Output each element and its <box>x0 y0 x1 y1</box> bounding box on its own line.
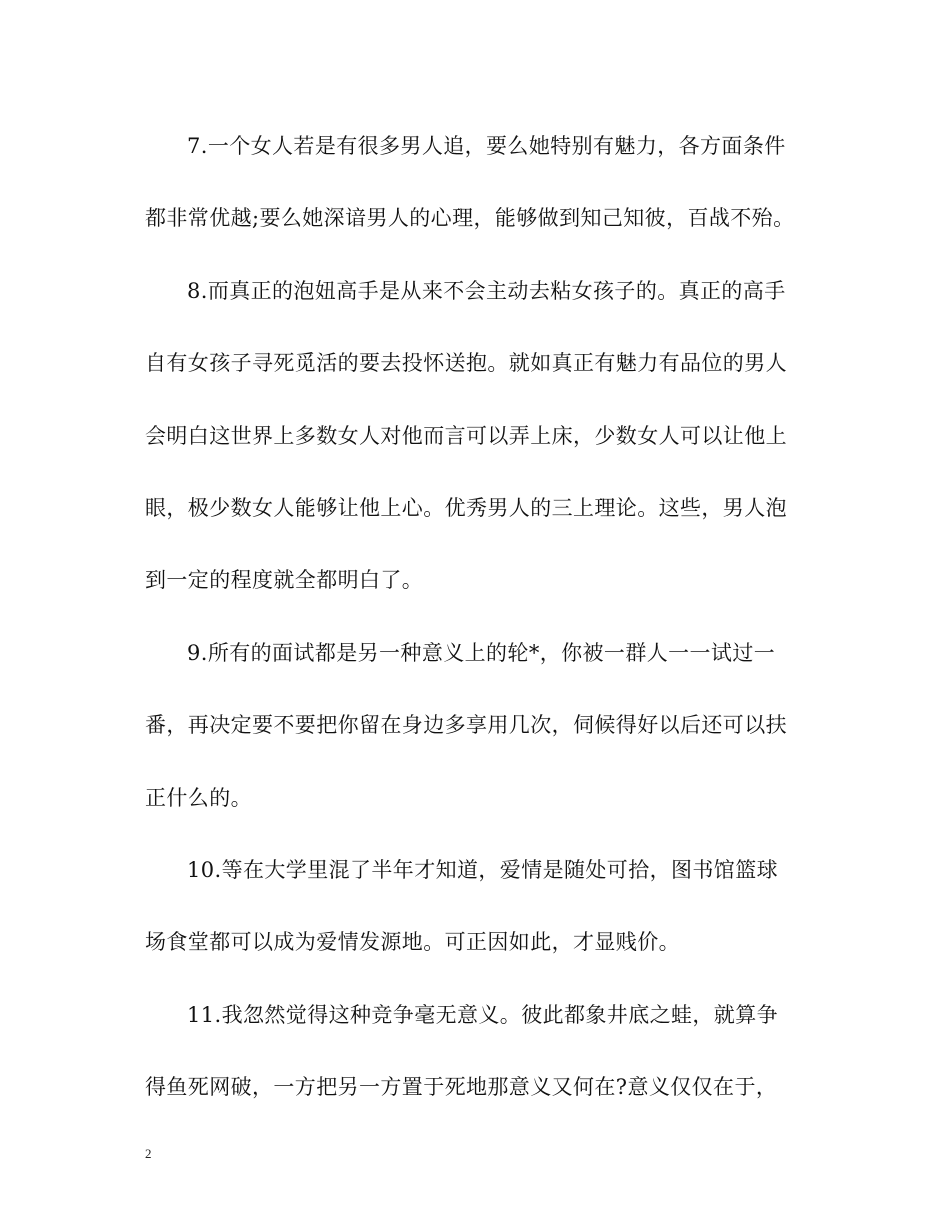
text-line: 10.等在大学里混了半年才知道，爱情是随处可拾，图书馆篮球 <box>187 857 778 882</box>
body-text <box>145 118 805 1131</box>
text-line: 9.所有的面试都是另一种意义上的轮*，你被一群人一一试过一 <box>187 640 776 665</box>
text-line: 场食堂都可以成为爱情发源地。可正因如此，才显贱价。 <box>145 930 680 955</box>
text-line: 会明白这世界上多数女人对他而言可以弄上床，少数女人可以让他上 <box>145 423 787 448</box>
text-line: 7.一个女人若是有很多男人追，要么她特别有魅力，各方面条件 <box>187 134 786 158</box>
text-line: 得鱼死网破，一方把另一方置于死地那意义又何在?意义仅仅在于， <box>145 1075 778 1100</box>
text-line: 11.我忽然觉得这种竞争毫无意义。彼此都象井底之蛙，就算争 <box>187 1002 778 1027</box>
text-line: 正什么的。 <box>145 785 252 810</box>
text-line: 都非常优越;要么她深谙男人的心理，能够做到知己知彼，百战不殆。 <box>145 206 795 231</box>
text-line: 到一定的程度就全都明白了。 <box>145 568 424 593</box>
page-number: 2 <box>145 1146 152 1161</box>
text-line: 自有女孩子寻死觅活的要去投怀送抱。就如真正有魅力有品位的男人 <box>145 351 787 376</box>
text-line: 番，再决定要不要把你留在身边多享用几次，伺候得好以后还可以扶 <box>145 713 787 738</box>
text-line: 眼，极少数女人能够让他上心。优秀男人的三上理论。这些，男人泡 <box>145 495 787 520</box>
text-line: 8.而真正的泡妞高手是从来不会主动去粘女孩子的。真正的高手 <box>187 278 786 303</box>
